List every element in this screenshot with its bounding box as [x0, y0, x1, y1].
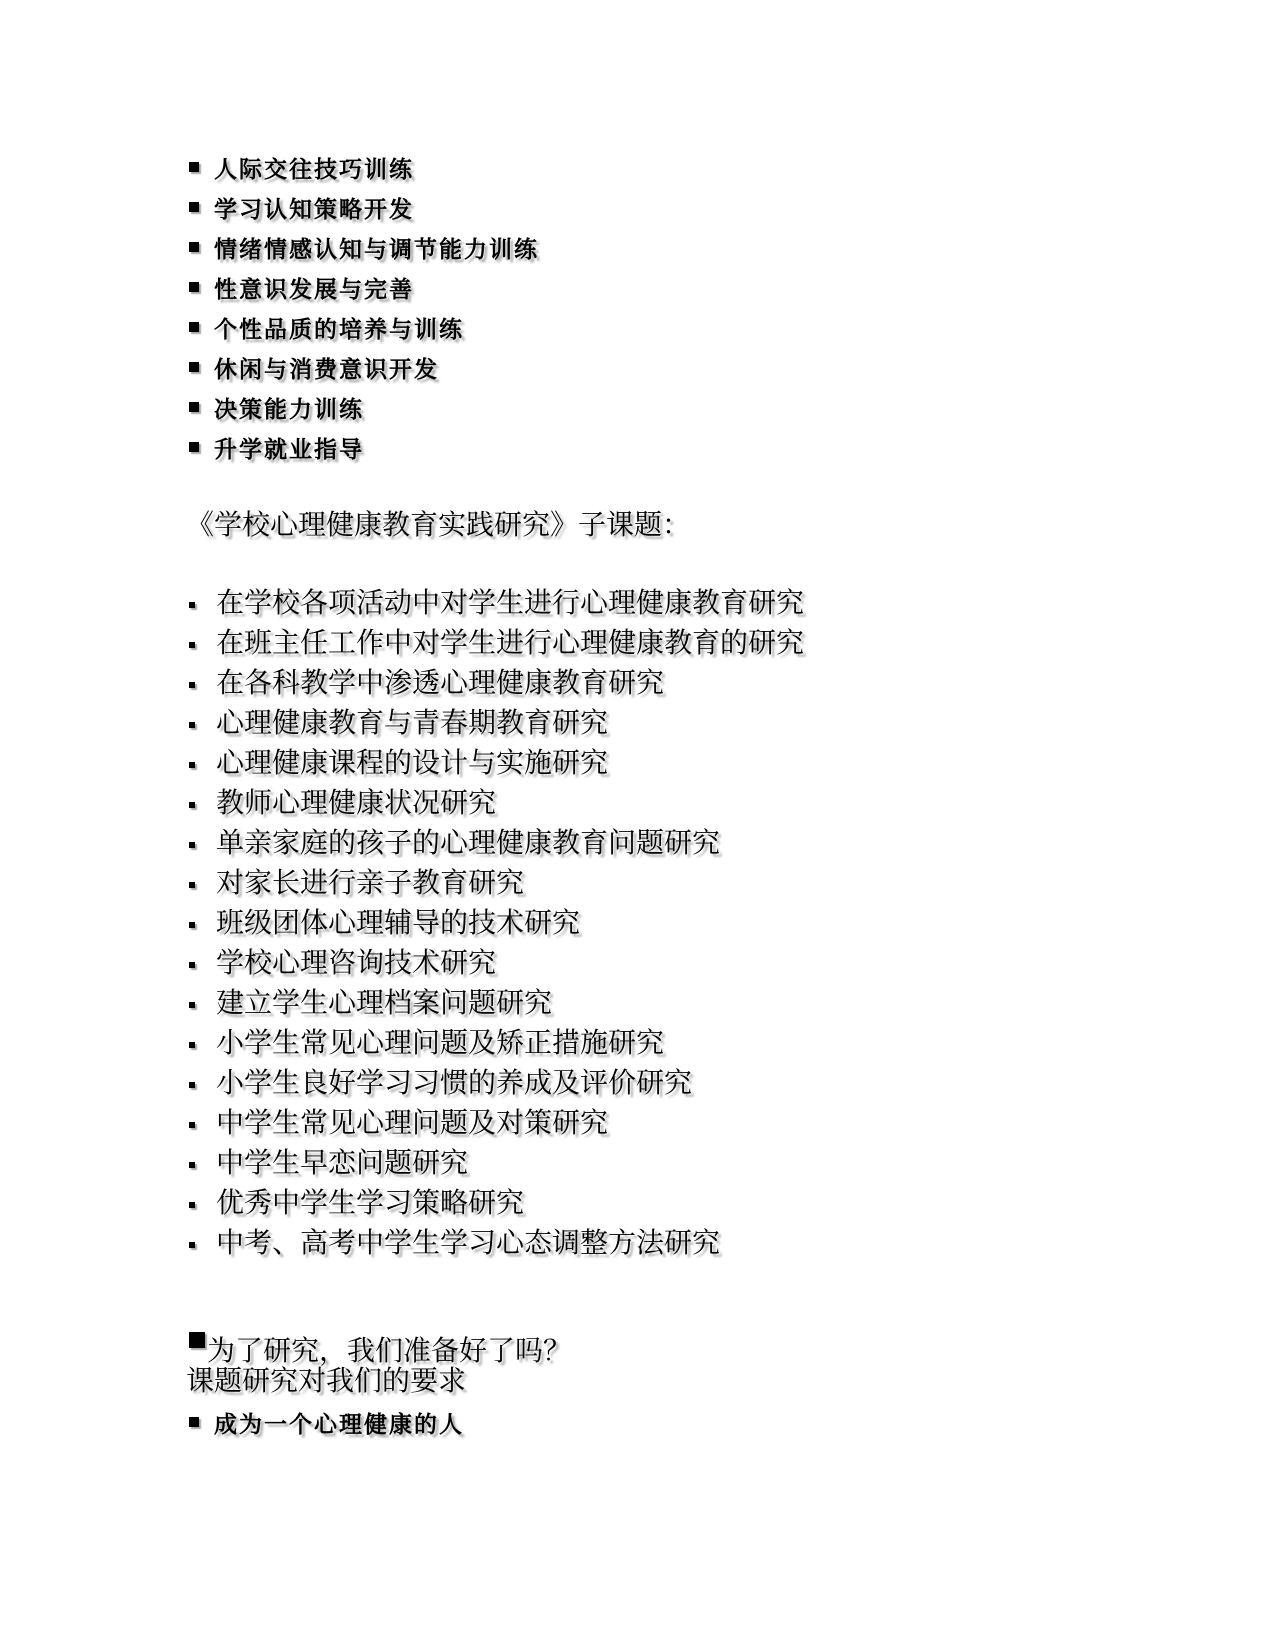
list-item-text: 中学生早恋问题研究 — [216, 1146, 469, 1179]
list-item — [189, 430, 539, 470]
list-item — [189, 983, 804, 1023]
list-item-text: 在班主任工作中对学生进行心理健康教育的研究 — [216, 626, 805, 659]
training-list — [189, 150, 539, 470]
list-item-text: 教师心理健康状况研究 — [216, 786, 497, 819]
square-bullet-icon — [189, 1082, 195, 1088]
list-item — [189, 1183, 804, 1223]
square-bullet-icon — [189, 642, 195, 648]
list-item-text: 人际交往技巧训练 — [214, 157, 414, 183]
list-item-text: 情绪情感认知与调节能力训练 — [214, 237, 539, 263]
square-bullet-icon — [189, 362, 199, 372]
square-bullet-icon — [189, 1242, 195, 1248]
list-item-text: 决策能力训练 — [214, 397, 364, 423]
square-bullet-icon — [189, 1042, 195, 1048]
list-item — [189, 270, 539, 310]
list-item — [189, 903, 804, 943]
square-bullet-icon — [189, 282, 199, 292]
square-bullet-icon — [189, 722, 195, 728]
list-item — [189, 1143, 804, 1183]
list-item-text: 单亲家庭的孩子的心理健康教育问题研究 — [216, 826, 721, 859]
list-item-text: 班级团体心理辅导的技术研究 — [216, 906, 581, 939]
list-item-text: 在各科教学中渗透心理健康教育研究 — [216, 666, 665, 699]
square-bullet-icon — [189, 882, 195, 888]
square-bullet-icon — [189, 242, 199, 252]
square-bullet-icon — [189, 802, 195, 808]
square-bullet-icon — [189, 442, 199, 452]
list-item-text: 升学就业指导 — [214, 437, 364, 463]
list-item — [189, 390, 539, 430]
closing-question-text: 为了研究，我们准备好了吗？ — [207, 1334, 572, 1367]
square-bullet-icon — [189, 1417, 199, 1427]
square-bullet-icon — [189, 162, 199, 172]
square-bullet-icon — [189, 202, 199, 212]
square-bullet-icon — [189, 842, 195, 848]
list-item-text: 小学生良好学习习惯的养成及评价研究 — [216, 1066, 693, 1099]
list-item-text: 休闲与消费意识开发 — [214, 357, 439, 383]
list-item — [189, 623, 804, 663]
list-item-text: 心理健康教育与青春期教育研究 — [216, 706, 609, 739]
list-item — [189, 1405, 464, 1445]
list-item-text: 性意识发展与完善 — [214, 277, 414, 303]
list-item — [189, 863, 804, 903]
list-item-text: 学校心理咨询技术研究 — [216, 946, 497, 979]
list-item — [189, 943, 804, 983]
list-item — [189, 190, 539, 230]
list-item-text: 对家长进行亲子教育研究 — [216, 866, 525, 899]
list-item — [189, 1103, 804, 1143]
list-item — [189, 663, 804, 703]
list-item-text: 建立学生心理档案问题研究 — [216, 986, 553, 1019]
list-item — [189, 783, 804, 823]
list-item-text: 学习认知策略开发 — [214, 197, 414, 223]
square-bullet-icon — [189, 322, 199, 332]
square-bullet-icon — [189, 1002, 195, 1008]
subtopics-heading: 《学校心理健康教育实践研究》子课题： — [186, 508, 691, 541]
list-item-text: 成为一个心理健康的人 — [214, 1412, 464, 1438]
list-item-text: 中考、高考中学生学习心态调整方法研究 — [216, 1226, 721, 1259]
list-item — [189, 230, 539, 270]
closing-question — [189, 1330, 571, 1366]
subtopics-list — [189, 583, 804, 1263]
list-item — [189, 310, 539, 350]
list-item-text: 中学生常见心理问题及对策研究 — [216, 1106, 609, 1139]
square-bullet-icon — [189, 1162, 195, 1168]
list-item — [189, 703, 804, 743]
list-item-text: 个性品质的培养与训练 — [214, 317, 464, 343]
list-item — [189, 823, 804, 863]
list-item — [189, 150, 539, 190]
square-bullet-icon — [189, 402, 199, 412]
list-item — [189, 1063, 804, 1103]
square-bullet-icon — [189, 1202, 195, 1208]
square-bullet-icon — [189, 962, 195, 968]
square-bullet-icon — [189, 1122, 195, 1128]
list-item-text: 小学生常见心理问题及矫正措施研究 — [216, 1026, 665, 1059]
list-item — [189, 1023, 804, 1063]
list-item — [189, 1223, 804, 1263]
list-item-text: 在学校各项活动中对学生进行心理健康教育研究 — [216, 586, 805, 619]
square-bullet-icon — [189, 762, 195, 768]
square-bullet-icon — [189, 922, 195, 928]
square-bullet-icon — [189, 1332, 205, 1348]
list-item — [189, 743, 804, 783]
list-item-text: 心理健康课程的设计与实施研究 — [216, 746, 609, 779]
square-bullet-icon — [189, 682, 195, 688]
list-item — [189, 350, 539, 390]
requirement-heading: 课题研究对我们的要求 — [186, 1364, 467, 1397]
list-item — [189, 583, 804, 623]
list-item-text: 优秀中学生学习策略研究 — [216, 1186, 525, 1219]
square-bullet-icon — [189, 602, 195, 608]
